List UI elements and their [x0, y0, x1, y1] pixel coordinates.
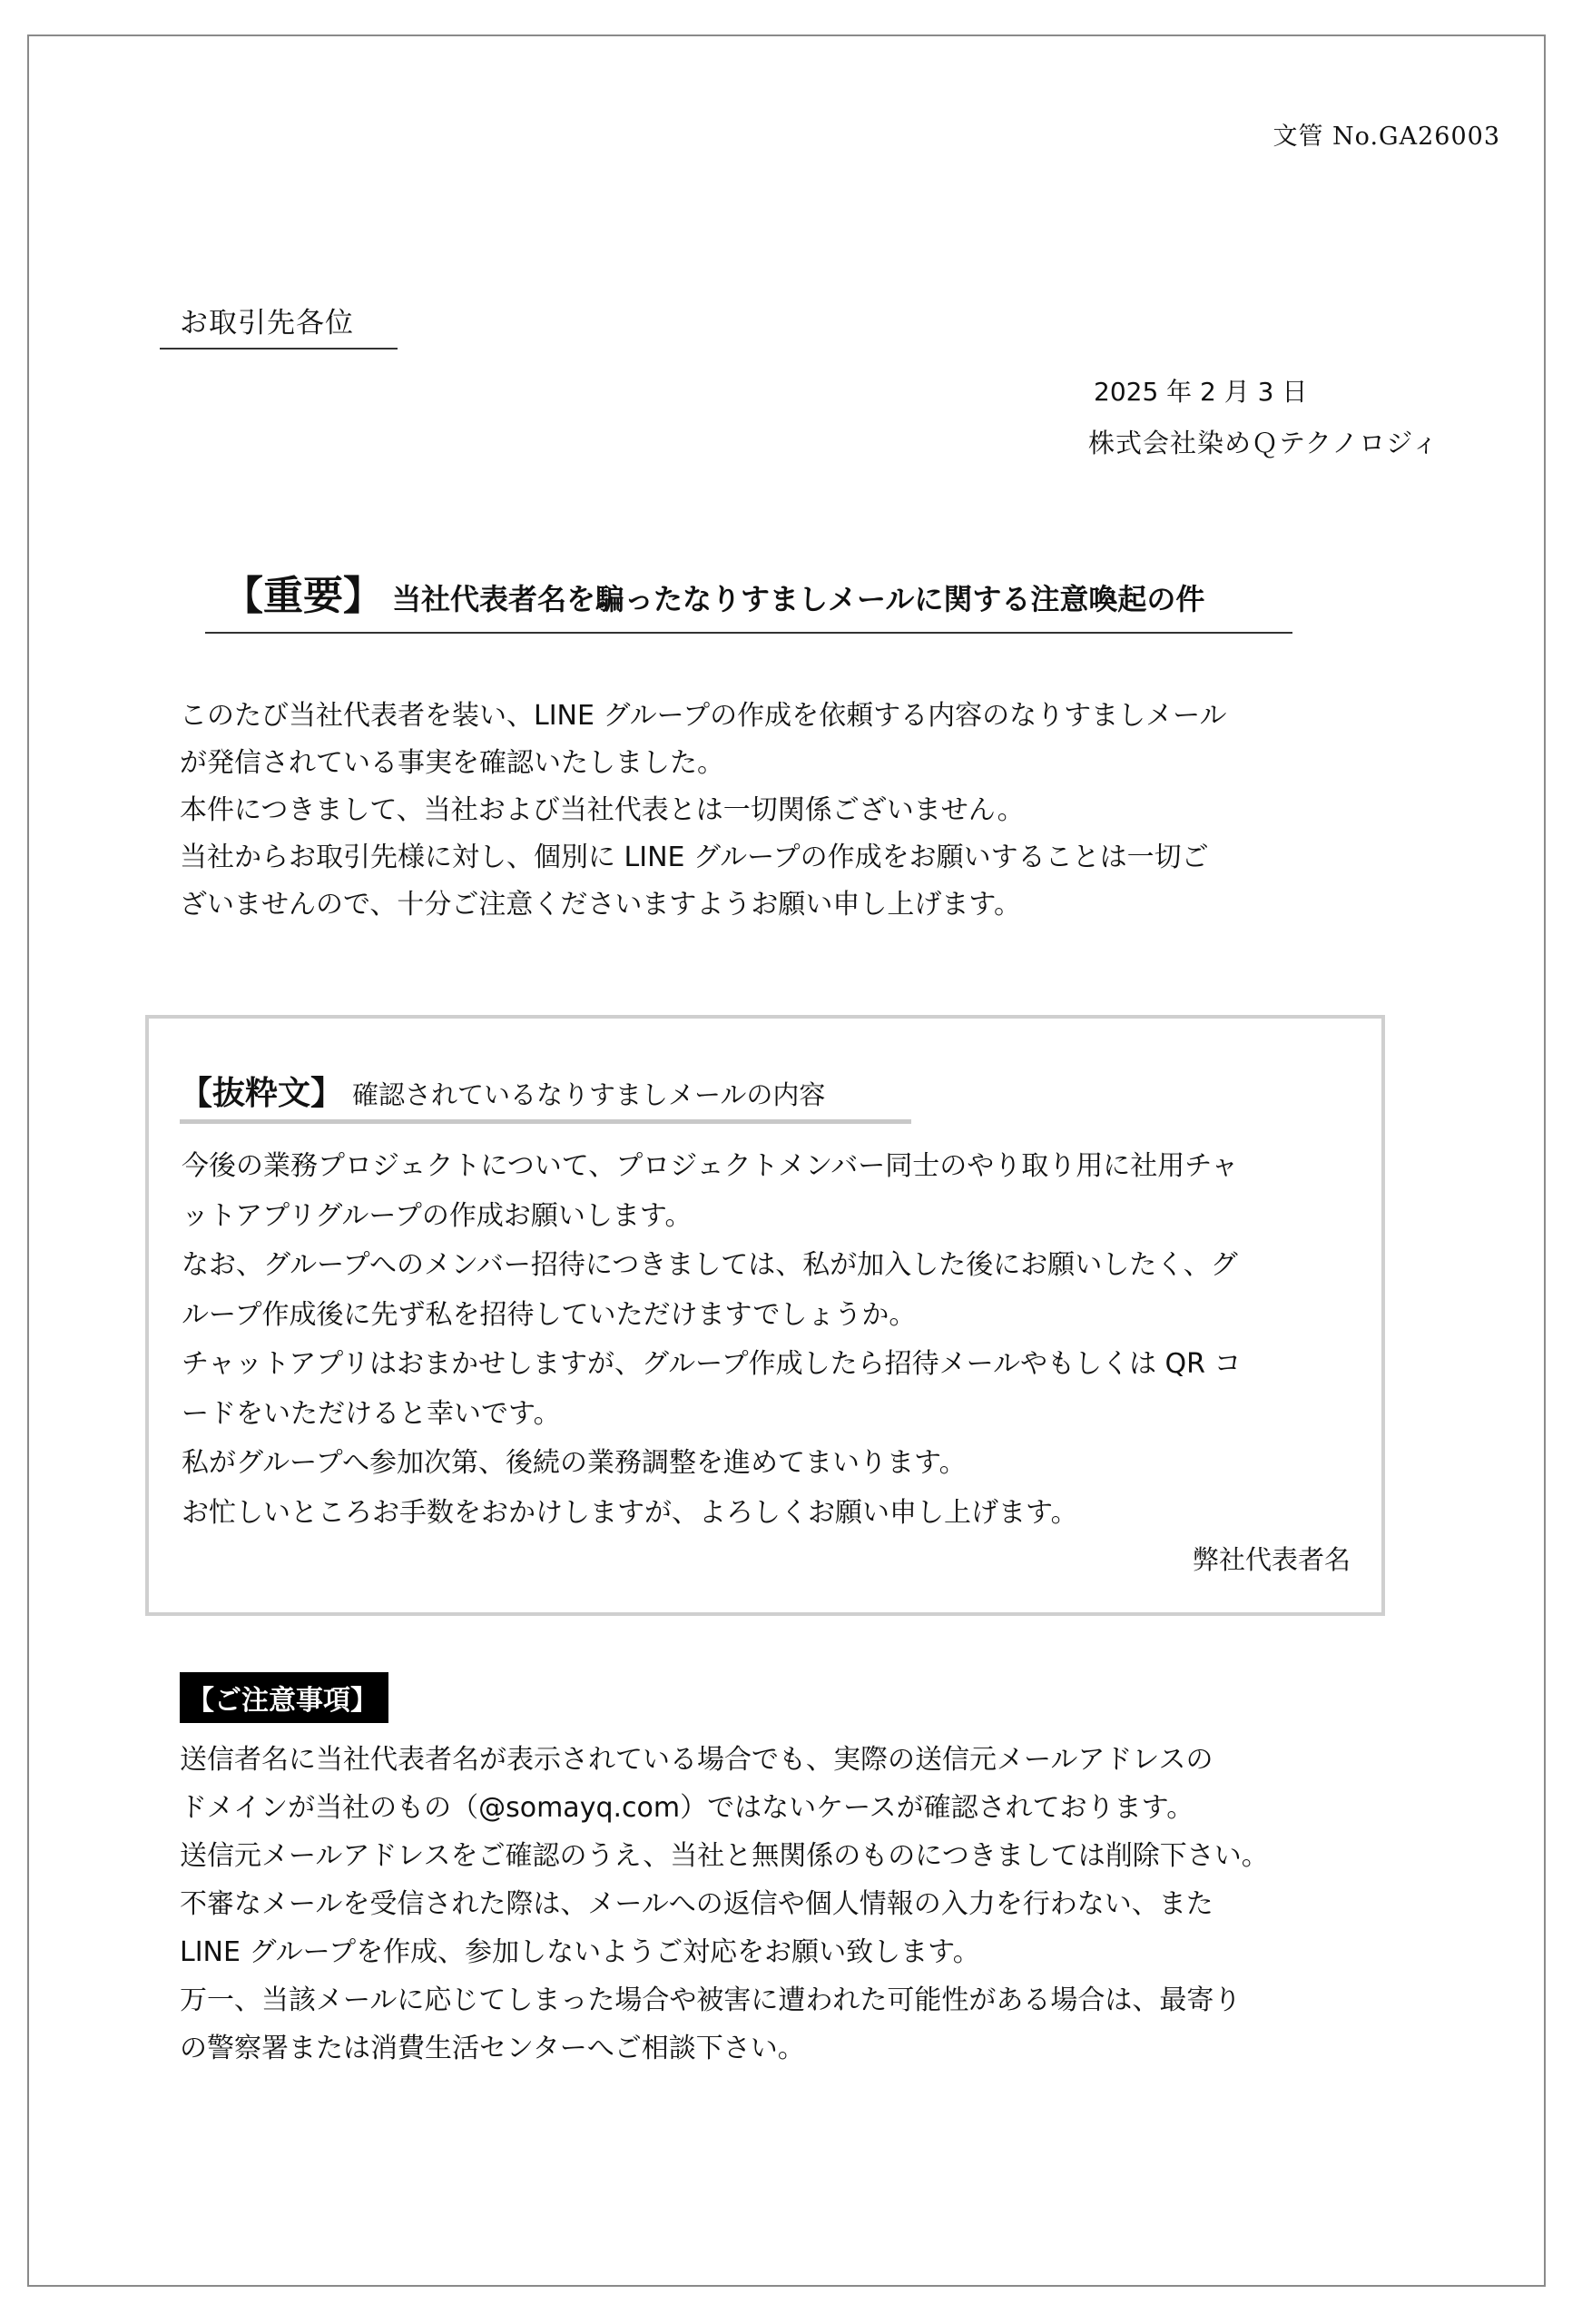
intro-line: このたび当社代表者を装い、LINE グループの作成を依頼する内容のなりすましメール: [180, 700, 1227, 732]
intro-line: ざいませんので、十分ご注意くださいますようお願い申し上げます。: [180, 889, 1021, 921]
excerpt-line: ードをいただけると幸いです。: [182, 1397, 561, 1430]
excerpt-line: チャットアプリはおまかせしますが、グループ作成したら招待メールやもしくは QR コ: [182, 1348, 1242, 1380]
title-text: 当社代表者名を騙ったなりすましメールに関する注意喚起の件: [392, 582, 1205, 616]
excerpt-line: 私がグループへ参加次第、後続の業務調整を進めてまいります。: [182, 1447, 967, 1479]
intro-line: 本件につきまして、当社および当社代表とは一切関係ございません。: [180, 794, 1025, 826]
excerpt-line: なお、グループへのメンバー招待につきましては、私が加入した後にお願いしたく、グ: [182, 1249, 1238, 1281]
notice-body: [180, 1736, 1387, 2073]
intro-line: が発信されている事実を確認いたしました。: [180, 747, 724, 779]
excerpt-line: ループ作成後に先ず私を招待していただけますでしょうか。: [182, 1298, 917, 1331]
notice-label: 【ご注意事項】: [180, 1672, 388, 1723]
notice-line: 送信者名に当社代表者名が表示されている場合でも、実際の送信元メールアドレスの: [180, 1744, 1214, 1776]
excerpt-line: ットアプリグループの作成お願いします。: [182, 1199, 693, 1232]
notice-line: LINE グループを作成、参加しないようご対応をお願い致します。: [180, 1936, 980, 1968]
notice-line: 不審なメールを受信された際は、メールへの返信や個人情報の入力を行わない、また: [180, 1888, 1214, 1920]
excerpt-signature: 弊社代表者名: [1192, 1544, 1351, 1575]
excerpt-label: 【抜粋文】: [180, 1075, 344, 1112]
document-title: [205, 563, 1292, 634]
notice-line: 送信元メールアドレスをご確認のうえ、当社と無関係のものにつきましては削除下さい。: [180, 1840, 1269, 1872]
excerpt-box: [145, 1015, 1385, 1616]
excerpt-line: お忙しいところお手数をおかけしますが、よろしくお願い申し上げます。: [182, 1496, 1078, 1529]
excerpt-body: [182, 1142, 1361, 1538]
excerpt-title: 確認されているなりすましメールの内容: [352, 1079, 826, 1110]
document-number: 文管 No.GA26003: [1272, 123, 1500, 151]
title-important-label: 【重要】: [223, 573, 383, 619]
company-name: 株式会社染めＱテクノロジィ: [1088, 428, 1440, 458]
intro-line: 当社からお取引先様に対し、個別に LINE グループの作成をお願いすることは一切ご: [180, 842, 1209, 873]
notice-line: ドメインが当社のもの（@somayq.com）ではないケースが確認されております。: [180, 1792, 1194, 1824]
issue-date: 2025 年 2 月 3 日: [1094, 377, 1308, 407]
excerpt-line: 今後の業務プロジェクトについて、プロジェクトメンバー同士のやり取り用に社用チャ: [182, 1150, 1239, 1182]
notice-line: の警察署または消費生活センターへご相談下さい。: [180, 2033, 805, 2064]
notice-line: 万一、当該メールに応じてしまった場合や被害に遭われた可能性がある場合は、最寄り: [180, 1984, 1242, 2016]
excerpt-heading: [180, 1068, 911, 1124]
intro-paragraph: [180, 693, 1387, 929]
addressee: お取引先各位: [160, 300, 398, 350]
